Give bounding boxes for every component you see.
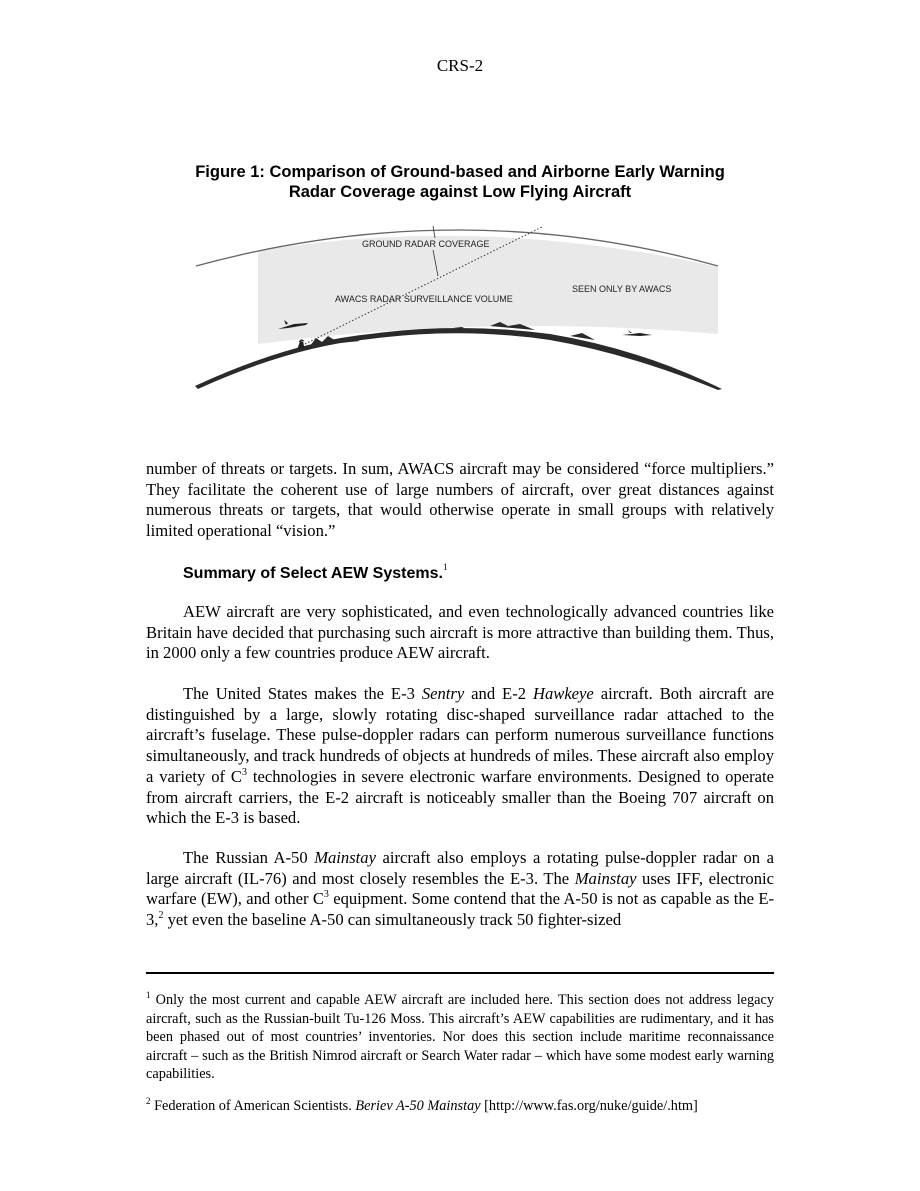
text-run: equipment. Some contend that the A-50 is not as capable as the E-3, xyxy=(146,889,774,930)
footnote-url[interactable]: [http://www.fas.org/nuke/guide/.htm] xyxy=(480,1098,698,1114)
text-run: uses IFF, electronic warfare (EW), and other C xyxy=(146,868,774,909)
awacs-volume-label: AWACS RADAR SURVEILLANCE VOLUME xyxy=(335,294,513,304)
paragraph-text: number of threats or targets. In sum, AWACS aircraft may be considered “force multipliers.” They facilitate the coherent use of large numbers of aircraft, over great distances against numerous threats or targets, that would otherwise operate in small groups with relatively limited operational “vision.” xyxy=(146,459,774,541)
page-header: CRS-2 xyxy=(436,56,484,75)
figure-title xyxy=(150,162,770,202)
low-flying-aircraft-icon xyxy=(622,330,652,336)
footnote-text: Only the most current and capable AEW aircraft are included here. This section does not address legacy aircraft, such as the Russian-built Tu-126 Moss. This aircraft’s AEW capabilities are rudimentary, and it has been phased out of most countries’ inventories. Nor does this section include maritime reconnaissance aircraft – such as the British Nimrod aircraft or Search Water radar – which have some modest early warning capabilities. xyxy=(146,992,774,1083)
footnote-text: Federation of American Scientists. xyxy=(150,1098,356,1114)
paragraph-russian-a50 xyxy=(146,848,774,931)
mainstay-name: Mainstay xyxy=(574,868,637,888)
text-run: technologies in severe electronic warfare environments. Designed to operate from aircraft carriers, the E-2 aircraft is noticeably smaller than the Boeing 707 aircraft on which the E-3 is based. xyxy=(146,766,774,828)
footnote-1 xyxy=(146,991,774,1084)
footnote-2 xyxy=(146,1097,774,1116)
radar-coverage-diagram xyxy=(190,214,730,399)
paragraph-text: AEW aircraft are very sophisticated, and even technologically advanced countries like Britain have decided that purchasing such aircraft is more attractive than building them. Thus, in 2000 only a few countries produce AEW aircraft. xyxy=(146,602,774,663)
figure-title-line2: Radar Coverage against Low Flying Aircraft xyxy=(288,183,632,201)
seen-only-label: SEEN ONLY BY AWACS xyxy=(572,284,672,294)
text-run: and E-2 xyxy=(464,684,533,703)
text-run: The United States makes the E-3 xyxy=(183,684,422,703)
paragraph-united-states xyxy=(146,684,774,829)
paragraph-aew-overview xyxy=(146,602,774,664)
superscript: 3 xyxy=(241,766,247,778)
sentry-name: Sentry xyxy=(421,684,465,703)
section-heading xyxy=(183,562,447,583)
text-run: aircraft also employs a rotating pulse-doppler radar on a large aircraft (IL-76) and most closely resembles the E-3. The xyxy=(146,848,774,888)
footnote-ref-2[interactable]: 2 xyxy=(158,910,164,922)
mainstay-name: Mainstay xyxy=(314,848,376,867)
text-run: yet even the baseline A-50 can simultaneously track 50 fighter-sized xyxy=(163,910,622,930)
superscript: 3 xyxy=(323,889,329,901)
paragraph-text xyxy=(146,848,774,931)
ground-coverage-label: GROUND RADAR COVERAGE xyxy=(362,239,490,249)
text-run: The Russian A-50 xyxy=(183,848,315,867)
footnote-number: 1 xyxy=(146,990,151,1000)
footnote-divider xyxy=(146,972,774,974)
figure-title-line1: Figure 1: Comparison of Ground-based and Airborne Early Warning xyxy=(195,163,725,181)
footnote-ref-1[interactable]: 1 xyxy=(442,562,448,572)
text-run: aircraft. Both aircraft are distinguished by a large, slowly rotating disc-shaped surveillance radar attached to the aircraft’s fuselage. These pulse-doppler radars can perform numerous surveillance functions simultaneously, and track hundreds of objects at hundreds of miles. These aircraft also employ a variety of C xyxy=(146,684,774,786)
ground-radar-icon xyxy=(298,340,304,348)
footnote-source-title: Beriev A-50 Mainstay xyxy=(355,1098,481,1114)
section-heading-text: Summary of Select AEW Systems. xyxy=(183,565,443,582)
hawkeye-name: Hawkeye xyxy=(532,684,594,703)
footnote-number: 2 xyxy=(146,1096,151,1106)
paragraph-force-multipliers xyxy=(146,459,774,542)
paragraph-text xyxy=(146,684,774,829)
